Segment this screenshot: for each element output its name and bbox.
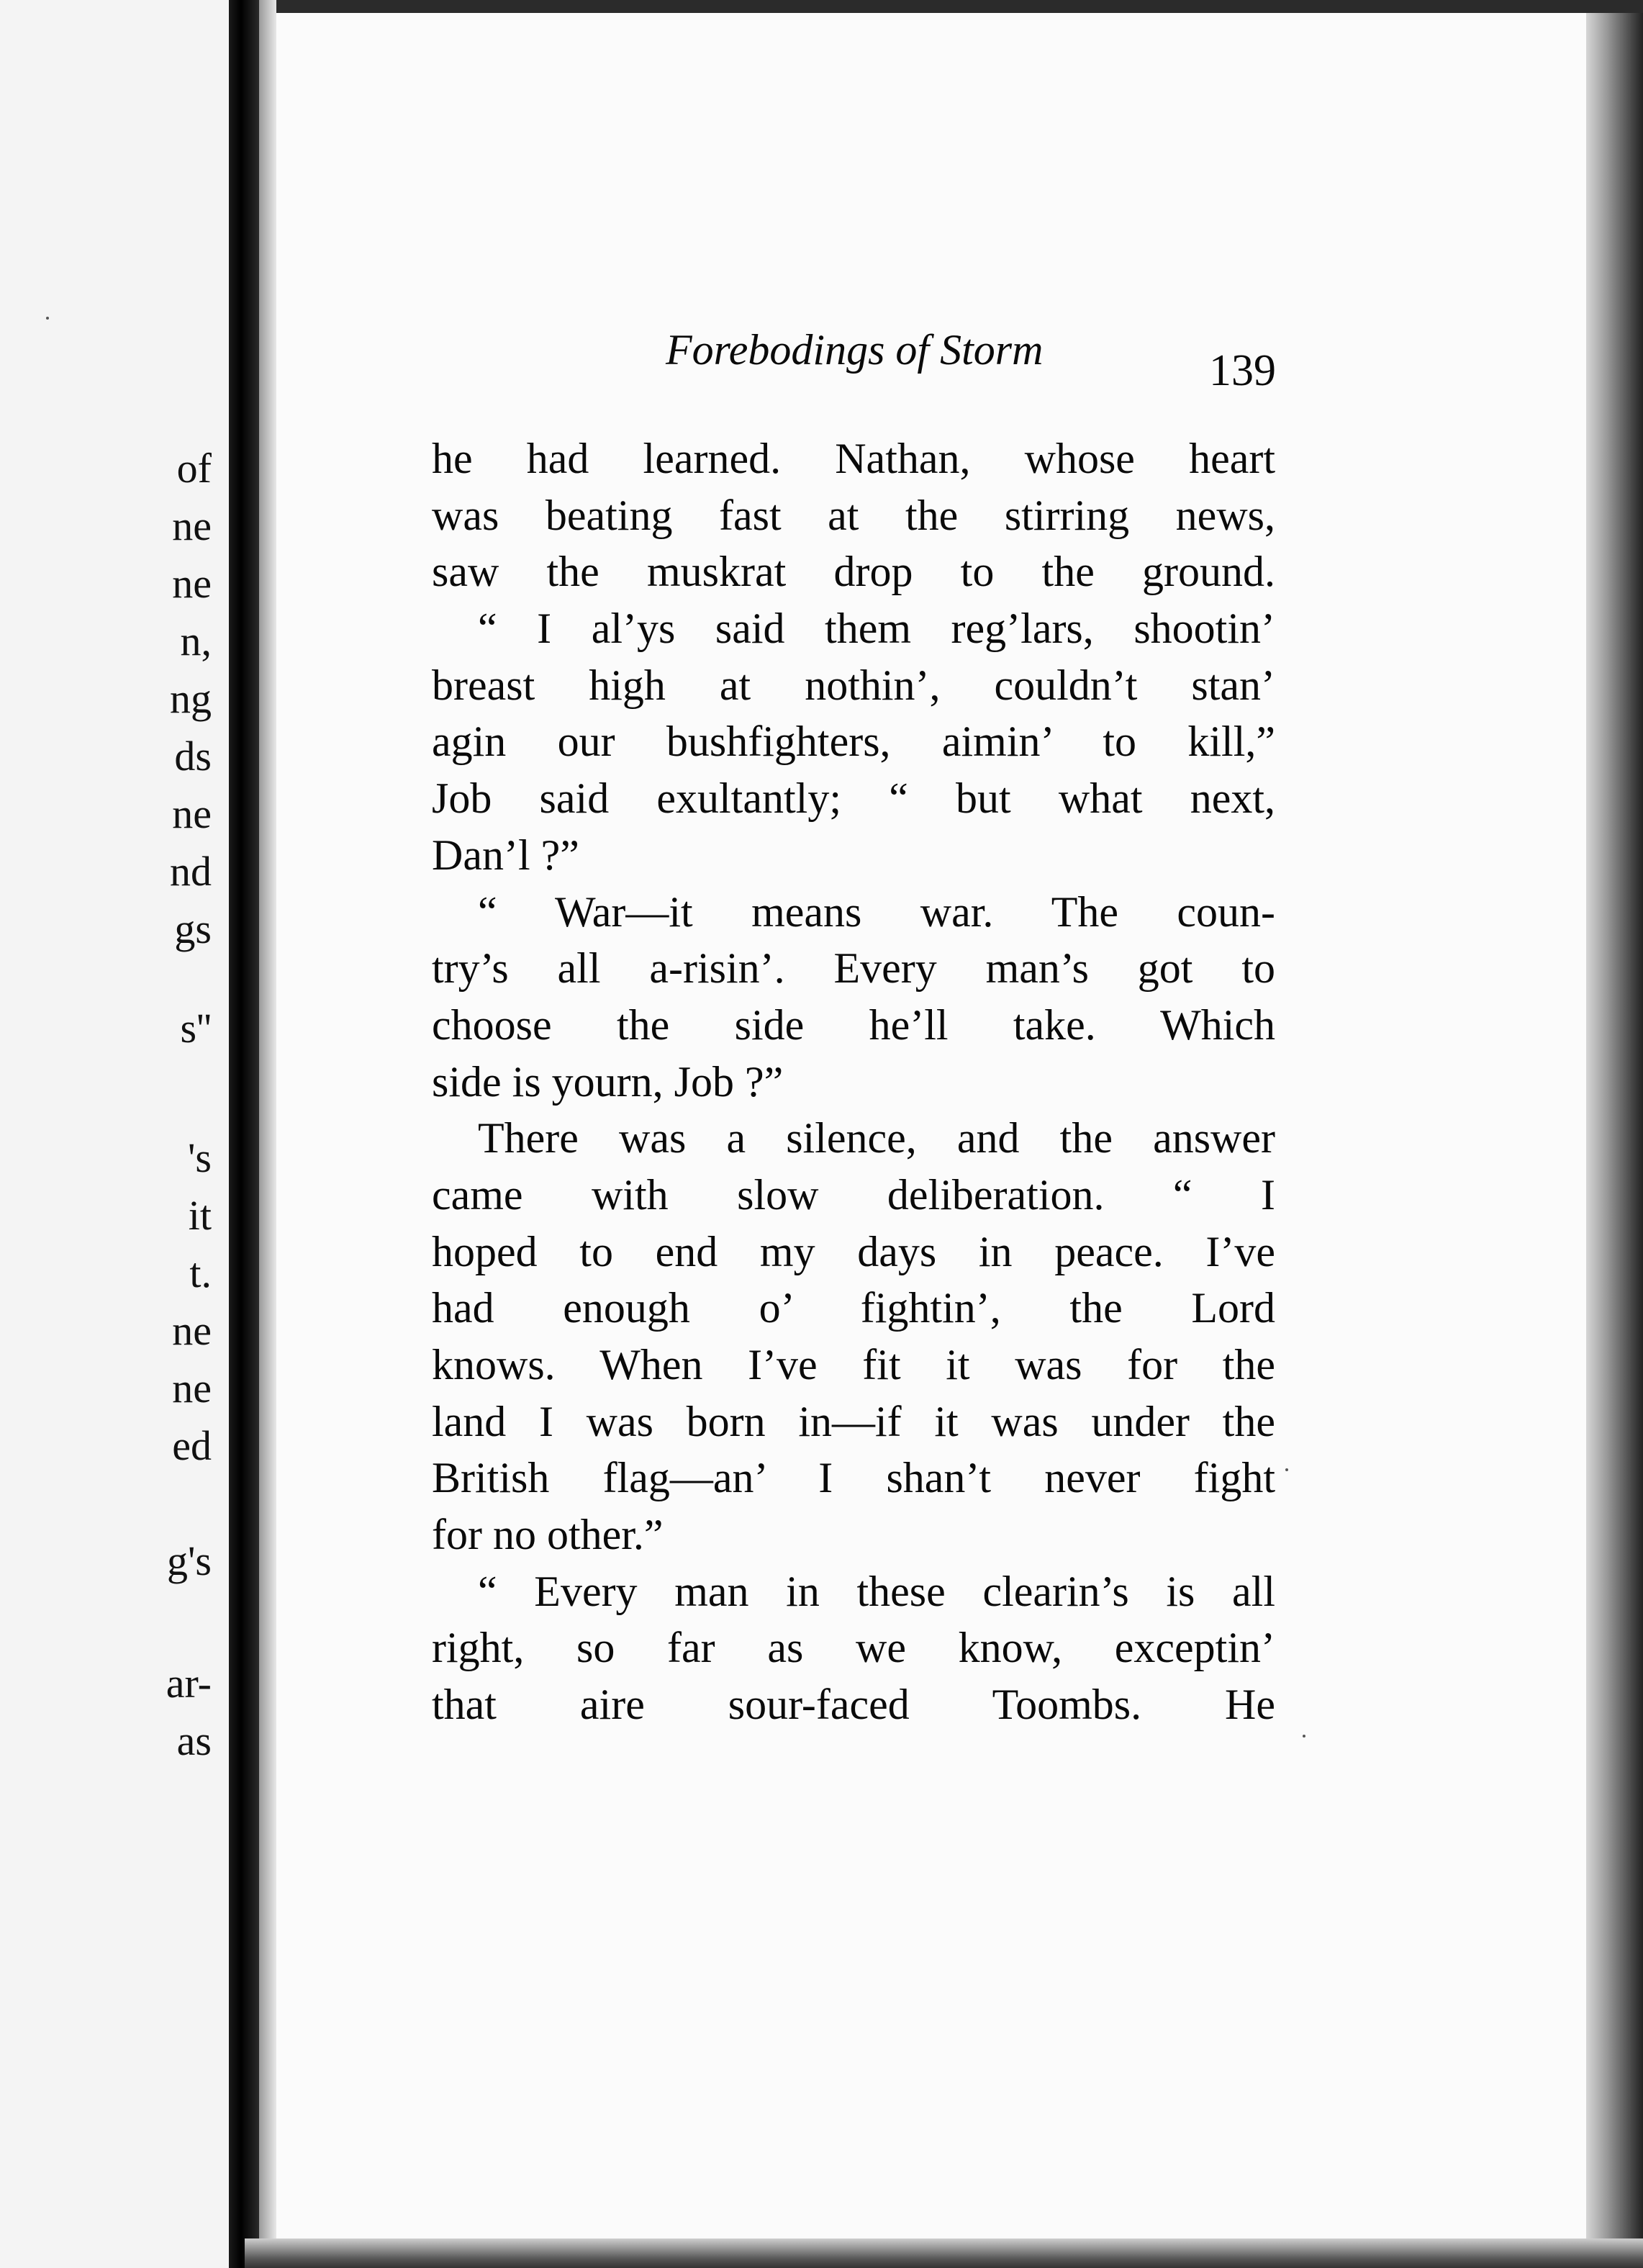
text-line: Job said exultantly; “ but what next, xyxy=(432,774,1275,823)
scan-speck xyxy=(1303,1735,1305,1738)
text-line: choose the side he’ll take. Which xyxy=(432,1000,1275,1049)
left-page-fragment: ng xyxy=(170,675,212,722)
text-line: agin our bushfighters, aimin’ to kill,” xyxy=(432,718,1275,766)
text-line: right, so far as we know, exceptin’ xyxy=(432,1624,1275,1672)
body-text xyxy=(432,430,1275,1733)
book-gutter xyxy=(229,0,259,2268)
text-line: for no other.” xyxy=(432,1511,664,1559)
text-line: had enough o’ fightin’, the Lord xyxy=(432,1284,1275,1332)
text-line: There was a silence, and the answer xyxy=(478,1114,1275,1162)
page-edge xyxy=(1586,0,1643,2268)
left-page-fragment: nd xyxy=(170,848,212,895)
left-page-fragment: of xyxy=(176,445,212,492)
text-line: came with slow deliberation. “ I xyxy=(432,1170,1275,1219)
text-line: breast high at nothin’, couldn’t stan’ xyxy=(432,661,1275,709)
bottom-border xyxy=(245,2238,1643,2268)
running-head: Forebodings of Storm xyxy=(666,326,1044,374)
scan-speck xyxy=(46,317,49,320)
left-page-fragment: g's xyxy=(166,1537,212,1584)
left-page-fragment: ed xyxy=(172,1422,212,1469)
left-page-fragment: ds xyxy=(174,733,212,780)
text-line: hoped to end my days in peace. I’ve xyxy=(432,1227,1275,1275)
text-line: “ Every man in these clearin’s is all xyxy=(478,1567,1275,1615)
text-line: Dan’l ?” xyxy=(432,831,579,879)
text-line: side is yourn, Job ?” xyxy=(432,1057,784,1106)
left-page-fragment: gs xyxy=(174,905,212,952)
left-page-fragment: as xyxy=(176,1717,212,1764)
text-line: that aire sour-faced Toombs. He xyxy=(432,1681,1275,1729)
text-line: “ War—it means war. The coun- xyxy=(478,887,1275,936)
left-page-fragment: t. xyxy=(189,1250,212,1296)
left-page-fragment: s'' xyxy=(180,1005,212,1052)
text-line: saw the muskrat drop to the ground. xyxy=(432,548,1275,596)
text-line: British flag—an’ I shan’t never fight xyxy=(432,1454,1275,1502)
scan-speck xyxy=(1285,1468,1288,1471)
left-page-fragment: ne xyxy=(172,1307,212,1354)
text-line: land I was born in—if it was under the xyxy=(432,1397,1275,1445)
left-page-fragment: ar- xyxy=(166,1660,212,1707)
left-page-fragment: ne xyxy=(172,560,212,607)
page-number: 139 xyxy=(1209,346,1276,395)
left-facing-page xyxy=(0,0,229,2268)
top-border xyxy=(276,0,1643,13)
gutter-shadow xyxy=(259,0,276,2268)
left-page-fragment: n, xyxy=(180,618,212,664)
text-line: was beating fast at the stirring news, xyxy=(432,491,1275,539)
left-page-fragment: ne xyxy=(172,1365,212,1411)
left-page-fragment: it xyxy=(188,1192,212,1239)
text-line: “ I al’ys said them reg’lars, shootin’ xyxy=(478,605,1275,653)
left-page-fragment: ne xyxy=(172,502,212,549)
text-line: try’s all a-risin’. Every man’s got to xyxy=(432,944,1275,993)
text-line: he had learned. Nathan, whose heart xyxy=(432,435,1275,482)
left-page-fragment: 's xyxy=(187,1134,212,1181)
text-line: knows. When I’ve fit it was for the xyxy=(432,1341,1275,1388)
left-page-fragment: ne xyxy=(172,790,212,837)
